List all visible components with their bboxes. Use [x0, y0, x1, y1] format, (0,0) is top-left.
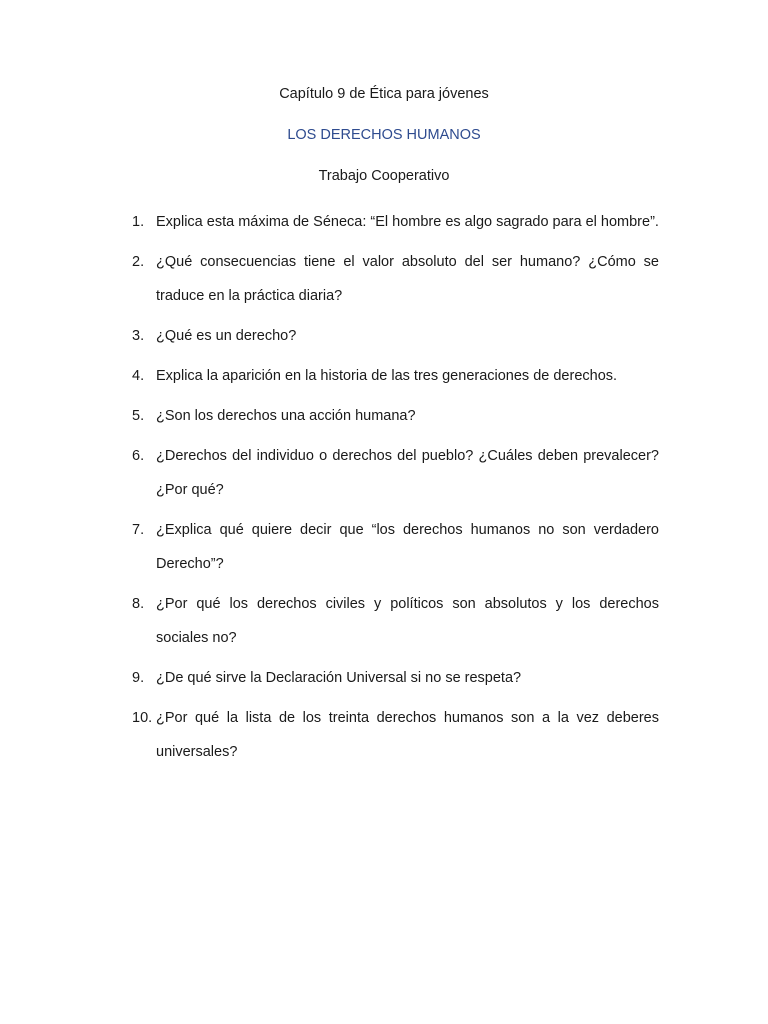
question-number: 1. — [132, 214, 145, 230]
question-item — [132, 661, 659, 695]
document-subtitle: Trabajo Cooperativo — [318, 168, 450, 184]
question-item — [132, 513, 659, 581]
question-item — [132, 205, 659, 239]
question-number: 8. — [132, 596, 145, 612]
question-number: 10. — [132, 710, 153, 726]
question-text: ¿Qué consecuencias tiene el valor absoluto del ser humano? ¿Cómo se traduce en la práctica diaria? — [156, 254, 659, 304]
question-number: 4. — [132, 368, 145, 384]
question-text: ¿Qué es un derecho? — [156, 328, 297, 344]
question-list — [132, 205, 659, 775]
question-text: Explica la aparición en la historia de las tres generaciones de derechos. — [156, 368, 618, 384]
question-text: ¿Por qué los derechos civiles y políticos son absolutos y los derechos sociales no? — [156, 596, 659, 646]
question-number: 3. — [132, 328, 145, 344]
question-item — [132, 359, 659, 393]
question-item — [132, 319, 659, 353]
question-text: ¿Explica qué quiere decir que “los derechos humanos no son verdadero Derecho”? — [156, 522, 659, 572]
question-number: 7. — [132, 522, 145, 538]
document-title: Capítulo 9 de Ética para jóvenes — [279, 86, 489, 102]
question-text: ¿Son los derechos una acción humana? — [156, 408, 416, 424]
question-item — [132, 701, 659, 769]
question-item — [132, 587, 659, 655]
question-text: ¿Por qué la lista de los treinta derechos humanos son a la vez deberes universales? — [156, 710, 659, 760]
question-text: Explica esta máxima de Séneca: “El hombre es algo sagrado para el hombre”. — [156, 214, 659, 230]
question-number: 9. — [132, 670, 145, 686]
document-heading: LOS DERECHOS HUMANOS — [287, 127, 481, 143]
question-text: ¿De qué sirve la Declaración Universal si no se respeta? — [156, 670, 522, 686]
question-item — [132, 245, 659, 313]
question-number: 2. — [132, 254, 145, 270]
question-item — [132, 439, 659, 507]
question-number: 5. — [132, 408, 145, 424]
question-number: 6. — [132, 448, 145, 464]
question-item — [132, 399, 659, 433]
question-text: ¿Derechos del individuo o derechos del pueblo? ¿Cuáles deben prevalecer? ¿Por qué? — [156, 448, 659, 498]
